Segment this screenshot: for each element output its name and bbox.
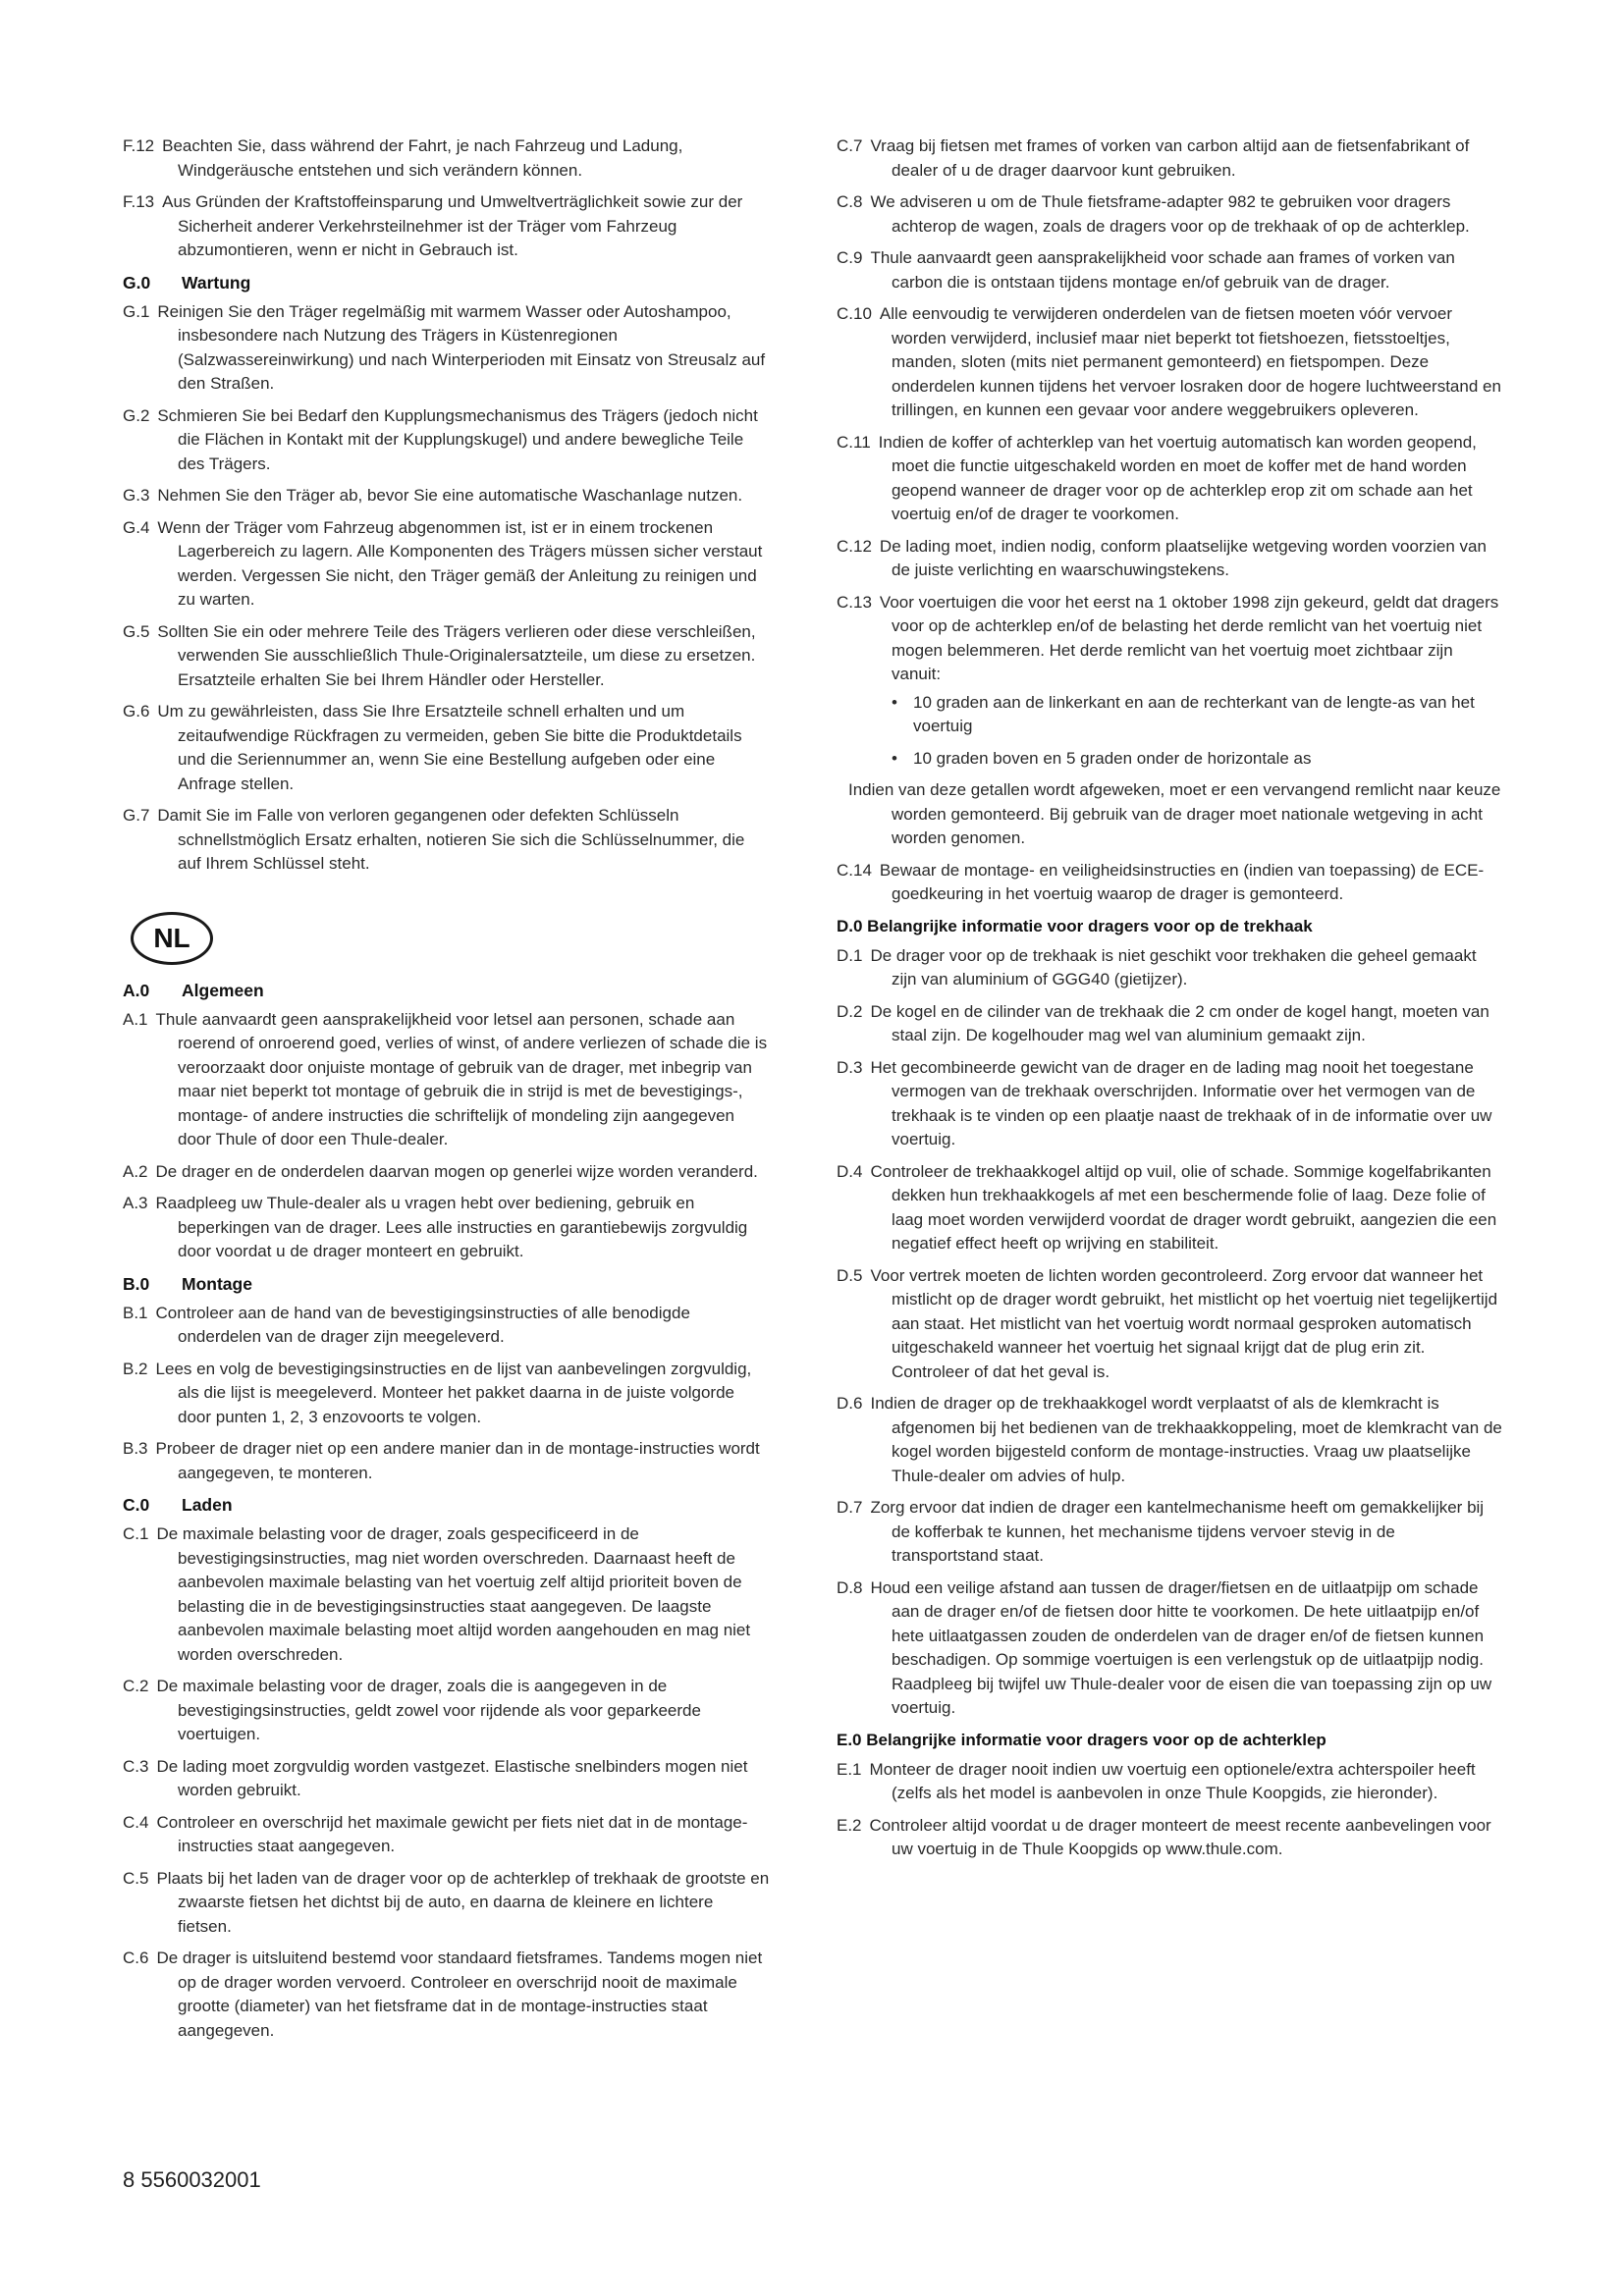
item-b-2 — [123, 1358, 771, 1430]
entry-text — [837, 1392, 1504, 1488]
document-number: 5560032001 — [140, 2167, 261, 2192]
item-f-12 — [123, 134, 771, 183]
entry-code: G.5 — [123, 621, 150, 641]
entry-code: D.1 — [837, 945, 863, 965]
section-heading-c0 — [123, 1493, 771, 1517]
entry-code: D.4 — [837, 1161, 863, 1181]
item-b-1 — [123, 1302, 771, 1350]
entry-body: Beachten Sie, dass während der Fahrt, je nach Fahrzeug und Ladung, Windgeräusche entstehen und sich verändern können. — [162, 136, 683, 180]
entry-text — [837, 1000, 1504, 1048]
entry-code: D.2 — [837, 1001, 863, 1021]
page-number: 8 — [123, 2167, 135, 2192]
entry-text — [837, 1496, 1504, 1569]
entry-code: G.3 — [123, 486, 150, 505]
item-d-5 — [837, 1264, 1504, 1385]
bullet-item: • 10 graden aan de linkerkant en aan de rechterkant van de lengte-as van het voertuig — [892, 691, 1504, 739]
entry-code: C.9 — [837, 248, 863, 267]
entry-body: Damit Sie im Falle von verloren gegangenen oder defekten Schlüsseln schnellstmöglich Ersatz erhalten, notieren Sie sich die Schlüsselnummer, die auf Ihrem Schlüssel steht. — [157, 806, 745, 873]
item-d-8 — [837, 1576, 1504, 1721]
entry-body: De maximale belasting voor de drager, zoals gespecificeerd in de bevestigingsinstructies, mag niet worden overschreden. Daarnaast heeft de aanbevolen maximale belasting van het voertuig zelf altijd prioriteit boven de belasting die in de bevestigingsinstructies staat aangegeven. De laagste aanbevolen maximale belasting moet altijd worden aangehouden en mag niet worden overschreden. — [156, 1524, 751, 1664]
entry-text — [837, 134, 1504, 183]
item-c-14 — [837, 859, 1504, 907]
heading-code: B.0 — [123, 1273, 150, 1294]
entry-code: E.1 — [837, 1759, 862, 1779]
entry-code: F.12 — [123, 136, 155, 155]
entry-text — [837, 1056, 1504, 1152]
item-c-3 — [123, 1755, 771, 1803]
entry-body: Alle eenvoudig te verwijderen onderdelen van de fietsen moeten vóór vervoer worden verwijderd, inclusief maar niet beperkt tot fietshoezen, fietsstoeltjes, manden, sloten (mits niet permanent gemonteerd) en fietspompen. Deze onderdelen kunnen tijdens het vervoer losraken door de hogere luchtweerstand en trillingen, en kunnen een gevaar voor andere weggebruikers opleveren. — [879, 304, 1501, 419]
entry-body: Plaats bij het laden van de drager voor op de achterklep of trekhaak de grootste en zwaarste fietsen het dichtst bij de auto, en daarna de kleinere en lichtere fietsen. — [156, 1868, 770, 1936]
item-c-10 — [837, 302, 1504, 423]
entry-text — [123, 620, 771, 693]
entry-code: C.13 — [837, 592, 872, 612]
entry-text — [123, 404, 771, 477]
entry-body: Schmieren Sie bei Bedarf den Kupplungsmechanismus des Trägers (jedoch nicht die Flächen in Kontakt mit der Kupplungskugel) und andere bewegliche Teile des Trägers. — [157, 405, 758, 473]
entry-body: Controleer en overschrijd het maximale gewicht per fiets niet dat in de montage-instructies staat aangegeven. — [156, 1812, 748, 1855]
entry-code: D.6 — [837, 1394, 863, 1413]
entry-code: E.2 — [837, 1815, 862, 1835]
item-c-8 — [837, 190, 1504, 239]
heading-code: G.0 — [123, 272, 151, 293]
heading-title: Laden — [182, 1495, 233, 1515]
heading-code: A.0 — [123, 980, 150, 1000]
entry-text — [123, 1675, 771, 1747]
entry-text — [123, 190, 771, 263]
item-d-7 — [837, 1496, 1504, 1569]
entry-body: Reinigen Sie den Träger regelmäßig mit warmem Wasser oder Autoshampoo, insbesondere nach Nutzung des Trägers in Küstenregionen (Salzwassereinwirkung) und nach Winterperioden mit Einsatz von Streusalz auf den Straßen. — [157, 301, 766, 393]
entry-body: De drager voor op de trekhaak is niet geschikt voor trekhaken die geheel gemaakt zijn van aluminium of GGG40 (gietijzer). — [870, 945, 1477, 988]
item-d-3 — [837, 1056, 1504, 1152]
entry-code: G.4 — [123, 517, 150, 537]
entry-body: De lading moet zorgvuldig worden vastgezet. Elastische snelbinders mogen niet worden gebruikt. — [156, 1756, 748, 1799]
section-heading-b0 — [123, 1272, 771, 1296]
item-g-2 — [123, 404, 771, 477]
entry-body: Aus Gründen der Kraftstoffeinsparung und Umweltverträglichkeit sowie zur der Sicherheit anderer Verkehrsteilnehmer ist der Träger vom Fahrzeug abzumontieren, wenn er nicht in Gebrauch ist. — [162, 192, 743, 259]
entry-body: Wenn der Träger vom Fahrzeug abgenommen ist, ist er in einem trockenen Lagerbereich zu lagern. Alle Komponenten des Trägers müssen sicher verstaut werden. Vergessen Sie nicht, den Träger gemäß der Anleitung zu reinigen und zu warten. — [157, 517, 763, 609]
entry-body: De kogel en de cilinder van de trekhaak die 2 cm onder de kogel hangt, moeten van staal zijn. De kogelhouder mag wel van aluminium gemaakt zijn. — [870, 1001, 1489, 1044]
entry-text — [837, 1160, 1504, 1256]
entry-body: Lees en volg de bevestigingsinstructies en de lijst van aanbevelingen zorgvuldig, als die lijst is meegeleverd. Monteer het pakket daarna in de juiste volgorde door punten 1, 2, 3 enzovoorts te volgen. — [155, 1359, 752, 1426]
entry-code: G.6 — [123, 702, 150, 721]
entry-text — [837, 535, 1504, 583]
entry-text — [837, 1758, 1504, 1806]
entry-code: D.5 — [837, 1265, 863, 1285]
entry-text — [837, 859, 1504, 907]
entry-body: Indien de drager op de trekhaakkogel wordt verplaatst of als de klemkracht is afgenomen bij het bedienen van de trekhaakkoppeling, moet de klemkracht van de kogel worden bijgesteld conform de montage-instructies. Vraag uw plaatselijke Thule-dealer om advies of hulp. — [870, 1394, 1502, 1485]
section-heading-e0: E.0 Belangrijke informatie voor dragers voor op de achterklep — [837, 1730, 1326, 1749]
entry-body: Sollten Sie ein oder mehrere Teile des Trägers verlieren oder diese verschleißen, verwenden Sie ausschließlich Thule-Originalersatzteile, um diese zu ersetzen. Ersatzteile erhalten Sie bei Ihrem Händler oder Hersteller. — [157, 621, 756, 689]
item-d-6 — [837, 1392, 1504, 1488]
entry-text — [837, 944, 1504, 992]
entry-text — [123, 1160, 771, 1185]
item-c-4 — [123, 1811, 771, 1859]
entry-code: D.8 — [837, 1577, 863, 1597]
section-heading-d0: D.0 Belangrijke informatie voor dragers voor op de trekhaak — [837, 916, 1313, 935]
entry-code: B.1 — [123, 1303, 148, 1322]
entry-code: D.3 — [837, 1057, 863, 1077]
item-e-2 — [837, 1814, 1504, 1862]
item-c-7 — [837, 134, 1504, 183]
entry-text — [123, 804, 771, 877]
entry-code: C.6 — [123, 1949, 149, 1967]
entry-body: Probeer de drager niet op een andere manier dan in de montage-instructies wordt aangegeven, te monteren. — [155, 1439, 760, 1482]
entry-code: G.2 — [123, 405, 150, 425]
item-g-3 — [123, 484, 771, 508]
entry-text — [123, 300, 771, 397]
entry-text — [837, 246, 1504, 294]
item-g-6 — [123, 700, 771, 796]
item-c-6 — [123, 1947, 771, 2043]
entry-code: A.3 — [123, 1194, 148, 1212]
entry-text — [123, 1811, 771, 1859]
entry-code: B.2 — [123, 1359, 148, 1378]
item-g-1 — [123, 300, 771, 397]
entry-body: Het gecombineerde gewicht van de drager en de lading mag nooit het toegestane vermogen van de trekhaak overschrijden. Informatie over het vermogen van de trekhaak is te vinden op een plaatje naast de trekhaak of in de informatie over uw voertuig. — [870, 1057, 1492, 1148]
entry-text — [123, 1947, 771, 2043]
heading-title: Wartung — [182, 272, 251, 293]
language-badge-nl: NL — [131, 912, 213, 965]
entry-text — [123, 1358, 771, 1430]
entry-code: F.13 — [123, 192, 155, 211]
entry-code: C.12 — [837, 536, 872, 556]
heading-title: Algemeen — [182, 980, 264, 1000]
entry-body: Controleer de trekhaakkogel altijd op vuil, olie of schade. Sommige kogelfabrikanten dekken hun trekhaakkogels af met een beschermende folie of laag. Deze folie of laag moet worden verwijderd voordat de drager wordt gebruikt, aangezien die een negatief effect heeft op wrijving en stabiliteit. — [870, 1161, 1497, 1253]
entry-body: We adviseren u om de Thule fietsframe-adapter 982 te gebruiken voor dragers achterop de wagen, zoals de dragers voor op de trekhaak of op de achterklep. — [870, 192, 1470, 236]
entry-text — [123, 1437, 771, 1485]
entry-code: G.7 — [123, 806, 150, 825]
entry-text — [123, 700, 771, 796]
entry-body: Controleer altijd voordat u de drager monteert de meest recente aanbevelingen voor uw voertuig in de Thule Koopgids op www.thule.com. — [869, 1815, 1491, 1858]
section-heading-a0 — [123, 979, 771, 1002]
entry-text — [123, 516, 771, 613]
page-footer — [123, 2167, 261, 2193]
entry-text — [123, 1192, 771, 1264]
entry-code: C.14 — [837, 860, 872, 880]
item-a-1 — [123, 1008, 771, 1152]
item-a-3 — [123, 1192, 771, 1264]
item-f-13 — [123, 190, 771, 263]
left-column — [123, 134, 771, 2051]
right-column — [837, 134, 1504, 1870]
bullet-item: • 10 graden boven en 5 graden onder de horizontale as — [892, 747, 1504, 772]
section-heading-g0 — [123, 271, 771, 294]
entry-text — [837, 190, 1504, 239]
entry-code: C.5 — [123, 1868, 149, 1888]
entry-text — [123, 1522, 771, 1667]
entry-body: Um zu gewährleisten, dass Sie Ihre Ersatzteile schnell erhalten und um zeitaufwendige Rückfragen zu vermeiden, geben Sie bitte die Produktdetails und die Seriennummer an, wenn Sie eine Bestellung aufgeben oder eine Anfrage stellen. — [157, 702, 742, 793]
entry-text — [123, 1867, 771, 1940]
entry-code: C.2 — [123, 1677, 149, 1695]
entry-code: D.7 — [837, 1498, 863, 1517]
entry-text — [123, 1008, 771, 1152]
item-g-7 — [123, 804, 771, 877]
entry-body: Houd een veilige afstand aan tussen de drager/fietsen en de uitlaatpijp om schade aan de drager en/of de fietsen door hitte te voorkomen. De hete uitlaatpijp en/of hete uitlaatgassen zouden de onderdelen van de drager en/of de fietsen kunnen beschadigen. Op sommige voertuigen is een verlengstuk op de uitlaatpijp nodig. Raadpleeg bij twijfel uw Thule-dealer voor de eisen die van toepassing zijn op uw voertuig. — [870, 1577, 1492, 1717]
item-d-4 — [837, 1160, 1504, 1256]
entry-code: C.10 — [837, 304, 872, 323]
entry-code: G.1 — [123, 301, 150, 321]
item-d-2 — [837, 1000, 1504, 1048]
entry-body: Bewaar de montage- en veiligheidsinstructies en (indien van toepassing) de ECE-goedkeuring in het voertuig waarop de drager is gemonteerd. — [879, 860, 1485, 903]
entry-body: De drager is uitsluitend bestemd voor standaard fietsframes. Tandems mogen niet op de drager worden vervoerd. Controleer en overschrijd nooit de maximale grootte (diameter) van het fietsframe dat in de montage-instructies staat aangegeven. — [156, 1949, 763, 2040]
entry-body: Indien de koffer of achterklep van het voertuig automatisch kan worden geopend, moet die functie uitgeschakeld worden en moet de koffer met de hand worden geopend wanneer de drager voor op de achterklep erop zit om schade aan het voertuig en/of de drager te voorkomen. — [878, 432, 1477, 523]
entry-body: Thule aanvaardt geen aansprakelijkheid voor letsel aan personen, schade aan roerend of onroerend goed, verlies of winst, of andere verliezen of schade die is veroorzaakt door onjuiste montage of gebruik van de drager, met inbegrip van maar niet beperkt tot montage of gebruik die in strijd is met de bevestigings-, montage- of andere instructies die schriftelijk of mondeling zijn aangegeven door Thule of door een Thule-dealer. — [155, 1009, 768, 1148]
entry-text — [837, 1814, 1504, 1862]
entry-text — [123, 484, 771, 508]
item-c-12 — [837, 535, 1504, 583]
item-c-9 — [837, 246, 1504, 294]
entry-text — [837, 431, 1504, 527]
item-e-1 — [837, 1758, 1504, 1806]
item-b-3 — [123, 1437, 771, 1485]
entry-body: Vraag bij fietsen met frames of vorken van carbon altijd aan de fietsenfabrikant of dealer of u de drager daarvoor kunt gebruiken. — [870, 136, 1470, 180]
item-c-11 — [837, 431, 1504, 527]
item-a-2 — [123, 1160, 771, 1185]
entry-code: C.11 — [837, 432, 871, 452]
entry-code: C.7 — [837, 136, 863, 155]
entry-code: A.1 — [123, 1009, 148, 1029]
entry-code: C.3 — [123, 1756, 149, 1776]
item-c-5 — [123, 1867, 771, 1940]
entry-body: De maximale belasting voor de drager, zoals die is aangegeven in de bevestigingsinstructies, geldt zowel voor rijdende als voor geparkeerde voertuigen. — [156, 1677, 701, 1743]
entry-body: Zorg ervoor dat indien de drager een kantelmechanisme heeft om gemakkelijker bij de kofferbak te kunnen, het mechanisme tijdens vervoer stevig in de transportstand staat. — [870, 1498, 1485, 1565]
entry-body: Raadpleeg uw Thule-dealer als u vragen hebt over bediening, gebruik en beperkingen van de drager. Lees alle instructies en garantiebewijs zorgvuldig door voordat u de drager monteert en gebruikt. — [155, 1194, 748, 1260]
entry-code: A.2 — [123, 1161, 148, 1181]
item-g-4 — [123, 516, 771, 613]
entry-body: Voor vertrek moeten de lichten worden gecontroleerd. Zorg ervoor dat wanneer het mistlicht op de drager wordt gebruikt, het mistlicht op het voertuig niet tegelijkertijd aan staat. Het mistlicht van het voertuig wordt normaal gesproken automatisch uitgeschakeld wanneer het voertuig het signaal krijgt dat de plug erin zit. Controleer of dat het geval is. — [870, 1265, 1498, 1381]
item-c-1 — [123, 1522, 771, 1667]
entry-body: Controleer aan de hand van de bevestigingsinstructies of alle benodigde onderdelen van de drager zijn meegeleverd. — [155, 1303, 690, 1346]
entry-text — [123, 1755, 771, 1803]
item-c-13 — [837, 591, 1504, 772]
c13-note: Indien van deze getallen wordt afgeweken, moet er een vervangend remlicht naar keuze worden gemonteerd. Bij gebruik van de drager moet nationale wetgeving in acht worden genomen. — [848, 780, 1501, 847]
entry-code: B.3 — [123, 1439, 148, 1458]
entry-body: De drager en de onderdelen daarvan mogen op generlei wijze worden veranderd. — [155, 1161, 758, 1181]
entry-body: Monteer de drager nooit indien uw voertuig een optionele/extra achterspoiler heeft (zelfs als het model is aanbevolen in onze Thule Koopgids, zie hieronder). — [869, 1759, 1476, 1802]
entry-text — [837, 591, 1504, 687]
item-c-2 — [123, 1675, 771, 1747]
entry-body: Voor voertuigen die voor het eerst na 1 oktober 1998 zijn gekeurd, geldt dat dragers voor op de achterklep en/of de belasting het derde remlicht van het voertuig niet mogen belemmeren. Het derde remlicht van het voertuig moet zichtbaar zijn vanuit: — [879, 592, 1499, 683]
entry-body: Thule aanvaardt geen aansprakelijkheid voor schade aan frames of vorken van carbon die is ontstaan tijdens montage en/of gebruik van de drager. — [870, 248, 1455, 292]
item-d-1 — [837, 944, 1504, 992]
entry-code: C.8 — [837, 192, 863, 211]
entry-text — [837, 1576, 1504, 1721]
entry-text — [837, 302, 1504, 423]
entry-code: C.4 — [123, 1812, 149, 1832]
item-g-5 — [123, 620, 771, 693]
entry-text — [837, 1264, 1504, 1385]
heading-title: Montage — [182, 1273, 252, 1294]
entry-text — [123, 134, 771, 183]
entry-body: Nehmen Sie den Träger ab, bevor Sie eine automatische Waschanlage nutzen. — [157, 486, 743, 505]
entry-code: C.1 — [123, 1524, 149, 1543]
entry-body: De lading moet, indien nodig, conform plaatselijke wetgeving worden voorzien van de juiste verlichting en waarschuwingstekens. — [879, 536, 1487, 579]
c13-bullet-list — [837, 691, 1504, 772]
entry-text — [123, 1302, 771, 1350]
heading-code: C.0 — [123, 1495, 150, 1515]
